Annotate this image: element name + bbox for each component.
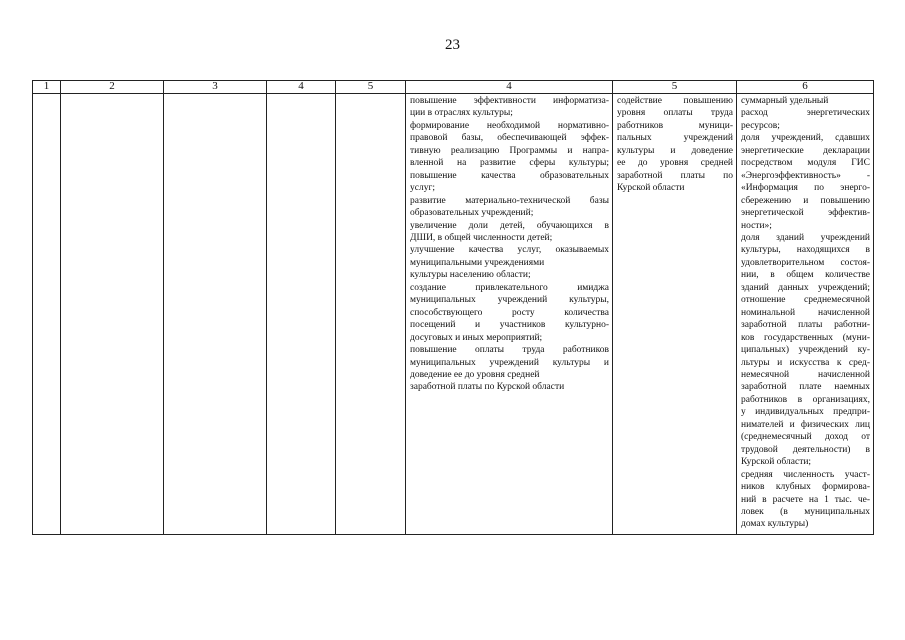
text-line: формирование необходимой нормативно- (410, 120, 609, 131)
text-line: муниципальными учреждениями (410, 257, 545, 268)
text-line: энергетические декларации (741, 145, 870, 156)
cell-col-4a (267, 94, 336, 535)
cell-col-4b (406, 94, 613, 535)
text-line: способствующего росту количества (410, 307, 609, 318)
text-line: посещений и участников культурно- (410, 320, 609, 331)
text-line: у индивидуальных предпри- (741, 407, 870, 418)
text-line: ности»; (741, 220, 772, 231)
text-line: зданий данных учреждений; (741, 282, 870, 293)
text-line: повышение оплаты труда работников (410, 345, 609, 356)
text-line: ее до уровня средней (617, 158, 733, 169)
text-line: заработной платы по (617, 170, 733, 181)
text-line: «Информация по энерго- (741, 183, 870, 194)
program-table (32, 80, 874, 535)
text-line: Курской области; (741, 457, 812, 468)
text-line: культуры и доведение (617, 145, 733, 156)
header-col-4a: 4 (267, 81, 336, 94)
page-number: 23 (445, 37, 460, 53)
expected-results-text (613, 94, 736, 195)
text-line: увеличение доли детей, обучающихся в (410, 220, 609, 231)
header-row (33, 81, 874, 94)
header-col-4b: 4 (406, 81, 613, 94)
text-line: уровня оплаты труда (617, 108, 733, 119)
text-line: пальных учреждений (617, 133, 733, 144)
text-line: ции в отраслях культуры; (410, 108, 513, 119)
header-col-2: 2 (61, 81, 164, 94)
text-line: правовой базы, обеспечивающей эффек- (410, 133, 609, 144)
text-line: повышение качества образовательных (410, 170, 609, 181)
text-line: немесячной начисленной (741, 369, 870, 380)
text-line: работников в организациях, (741, 394, 870, 405)
text-line: муниципальных учреждений культуры и (410, 357, 609, 368)
text-line: заработной платы работни- (741, 320, 870, 331)
text-line: ний в расчете на 1 тыс. че- (741, 494, 870, 505)
text-line: расход энергетических (741, 108, 870, 119)
cell-col-5b (613, 94, 737, 535)
cell-col-6 (737, 94, 874, 535)
text-line: ловек (в муниципальных (741, 506, 870, 517)
text-line: образовательных учреждений; (410, 208, 534, 219)
text-line: Курской области (617, 183, 685, 194)
text-line: нимателей и физических лиц (741, 419, 870, 430)
text-line: муниципальных учреждений культуры, (410, 295, 609, 306)
text-line: трудовой деятельности) в (741, 444, 870, 455)
cell-col-2 (61, 94, 164, 535)
text-line: «Энергоэффективность» - (741, 170, 870, 181)
text-line: заработной платы по Курской области (410, 382, 565, 393)
text-line: доля зданий учреждений (741, 232, 870, 243)
table-row (33, 94, 874, 535)
cell-col-5a (336, 94, 406, 535)
indicators-text (737, 94, 873, 531)
text-line: суммарный удельный (741, 96, 829, 106)
text-line: домах культуры) (741, 519, 809, 530)
text-line: доведение ее до уровня средней (410, 369, 540, 380)
text-line: повышение эффективности информатиза- (410, 96, 609, 106)
text-line: ДШИ, в общей численности детей; (410, 232, 553, 243)
text-line: ков государственных (муни- (741, 332, 870, 343)
text-line: нии, в общем количестве (741, 270, 870, 281)
text-line: досуговых и иных мероприятий; (410, 332, 543, 343)
text-line: работников муници- (617, 120, 733, 131)
text-line: (среднемесячный доход от (741, 432, 870, 443)
text-line: содействие повышению (617, 96, 733, 106)
text-line: сбережению и повышению (741, 195, 870, 206)
text-line: создание привлекательного имиджа (410, 282, 609, 293)
text-line: ресурсов; (741, 120, 780, 131)
text-line: услуг; (410, 183, 435, 194)
text-line: доля учреждений, сдавших (741, 133, 870, 144)
text-line: заработной плате наемных (741, 382, 870, 393)
text-line: вленной на развитие сферы культуры; (410, 158, 609, 169)
header-col-3: 3 (164, 81, 267, 94)
text-line: развитие материально-технической базы (410, 195, 609, 206)
text-line: культуры, находящихся в (741, 245, 870, 256)
text-line: ников клубных формирова- (741, 482, 870, 493)
text-line: средняя численность участ- (741, 469, 870, 480)
text-line: культуры населению области; (410, 270, 531, 281)
header-col-5a: 5 (336, 81, 406, 94)
cell-col-1 (33, 94, 61, 535)
text-line: улучшение качества услуг, оказываемых (410, 245, 609, 256)
text-line: номинальной начисленной (741, 307, 870, 318)
header-col-1: 1 (33, 81, 61, 94)
cell-col-3 (164, 94, 267, 535)
text-line: ципальных) учреждений ку- (741, 345, 870, 356)
tasks-text (406, 94, 612, 394)
text-line: льтуры и искусства к сред- (741, 357, 870, 368)
text-line: посредством модуля ГИС (741, 158, 870, 169)
text-line: энергетической эффектив- (741, 208, 870, 219)
header-col-5b: 5 (613, 81, 737, 94)
text-line: удовлетворительном состоя- (741, 257, 870, 268)
text-line: тивную реализацию Программы и напра- (410, 145, 609, 156)
header-col-6: 6 (737, 81, 874, 94)
text-line: отношение среднемесячной (741, 295, 870, 306)
